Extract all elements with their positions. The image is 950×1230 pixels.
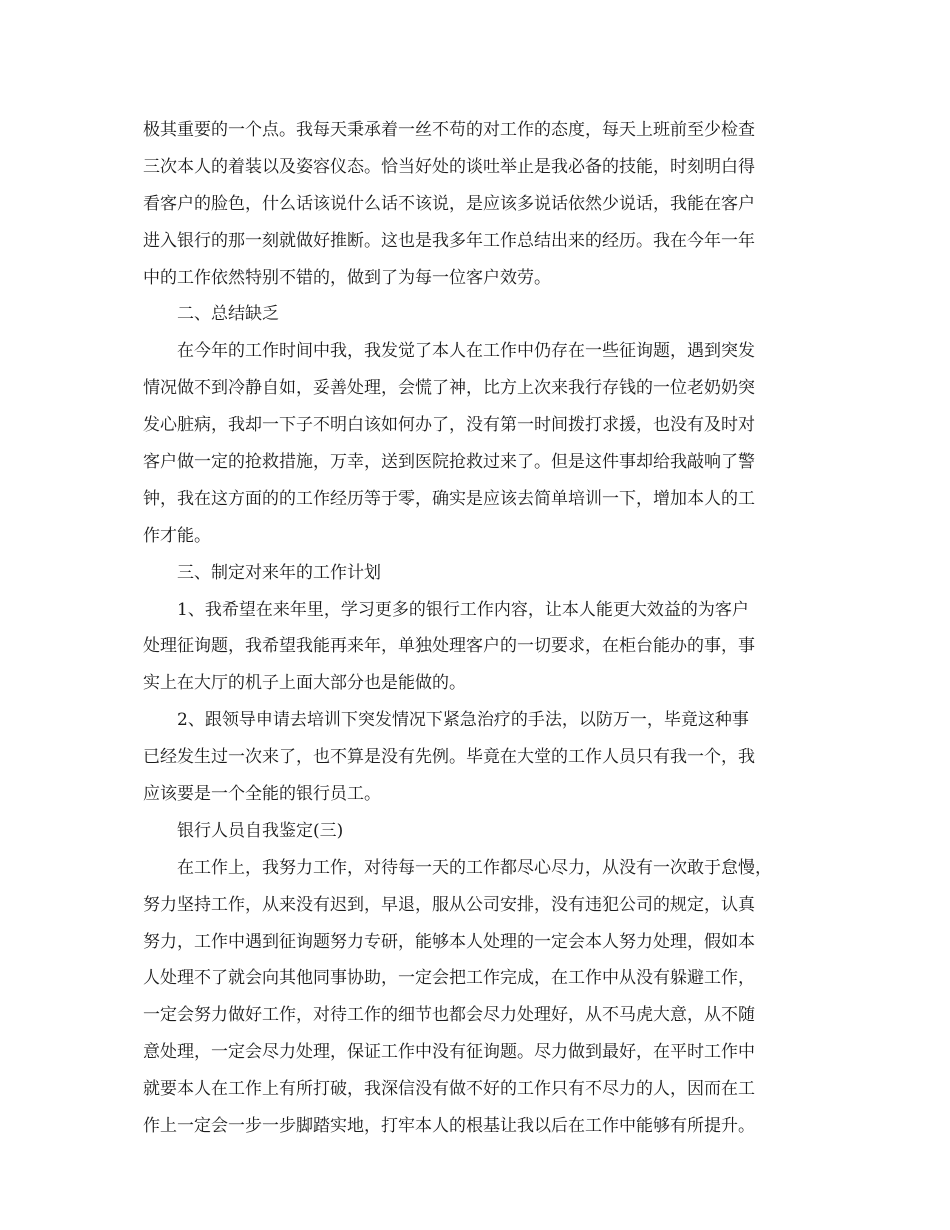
text-line: 就要本人在工作上有所打破，我深信没有做不好的工作只有不尽力的人，因而在工 bbox=[143, 1079, 755, 1100]
text-line: 中的工作依然特别不错的，做到了为每一位客户效劳。 bbox=[143, 267, 551, 288]
text-line: 看客户的脸色，什么话该说什么话不该说，是应该多说话依然少说话，我能在客户 bbox=[143, 193, 755, 214]
text-line: 情况做不到冷静自如，妥善处理，会慌了神，比方上次来我行存钱的一位老奶奶突 bbox=[143, 378, 755, 399]
text-line: 意处理，一定会尽力处理，保证工作中没有征询题。尽力做到最好，在平时工作中 bbox=[143, 1042, 755, 1063]
text-line: 银行人员自我鉴定(三) bbox=[177, 820, 344, 841]
text-line: 2、跟领导申请去培训下突发情况下紧急治疗的手法，以防万一，毕竟这种事 bbox=[177, 710, 749, 731]
text-line: 发心脏病，我却一下子不明白该如何办了，没有第一时间拨打求援，也没有及时对 bbox=[143, 415, 755, 436]
text-line: 客户做一定的抢救措施，万幸，送到医院抢救过来了。但是这件事却给我敲响了警 bbox=[143, 452, 755, 473]
text-line: 人处理不了就会向其他同事协助，一定会把工作完成，在工作中从没有躲避工作， bbox=[143, 968, 755, 989]
text-line: 已经发生过一次来了，也不算是没有先例。毕竟在大堂的工作人员只有我一个，我 bbox=[143, 747, 755, 768]
text-line: 努力，工作中遇到征询题努力专研，能够本人处理的一定会本人努力处理，假如本 bbox=[143, 931, 755, 952]
text-line: 应该要是一个全能的银行员工。 bbox=[143, 784, 381, 805]
text-line: 三次本人的着装以及姿容仪态。恰当好处的谈吐举止是我必备的技能，时刻明白得 bbox=[143, 156, 755, 177]
text-line: 三、制定对来年的工作计划 bbox=[177, 562, 381, 583]
text-line: 1、我希望在来年里，学习更多的银行工作内容，让本人能更大效益的为客户 bbox=[177, 599, 749, 620]
text-line: 处理征询题，我希望我能再来年，单独处理客户的一切要求，在柜台能办的事，事 bbox=[143, 636, 755, 657]
text-line: 作才能。 bbox=[143, 525, 211, 546]
text-line: 作上一定会一步一步脚踏实地，打牢本人的根基让我以后在工作中能够有所提升。 bbox=[143, 1116, 755, 1137]
text-line: 钟，我在这方面的的工作经历等于零，确实是应该去简单培训一下，增加本人的工 bbox=[143, 488, 755, 509]
document-body bbox=[143, 112, 823, 1145]
text-line: 极其重要的一个点。我每天秉承着一丝不苟的对工作的态度，每天上班前至少检查 bbox=[143, 120, 755, 140]
text-line: 在今年的工作时间中我，我发觉了本人在工作中仍存在一些征询题，遇到突发 bbox=[177, 341, 755, 362]
text-line: 努力坚持工作，从来没有迟到，早退，服从公司安排，没有违犯公司的规定，认真 bbox=[143, 894, 755, 915]
text-line: 在工作上，我努力工作，对待每一天的工作都尽心尽力，从没有一次敢于怠慢， bbox=[177, 857, 772, 878]
text-line: 一定会努力做好工作，对待工作的细节也都会尽力处理好，从不马虎大意，从不随 bbox=[143, 1005, 755, 1026]
text-line: 二、总结缺乏 bbox=[177, 304, 279, 325]
text-line: 实上在大厅的机子上面大部分也是能做的。 bbox=[143, 673, 466, 694]
text-line: 进入银行的那一刻就做好推断。这也是我多年工作总结出来的经历。我在今年一年 bbox=[143, 230, 755, 251]
